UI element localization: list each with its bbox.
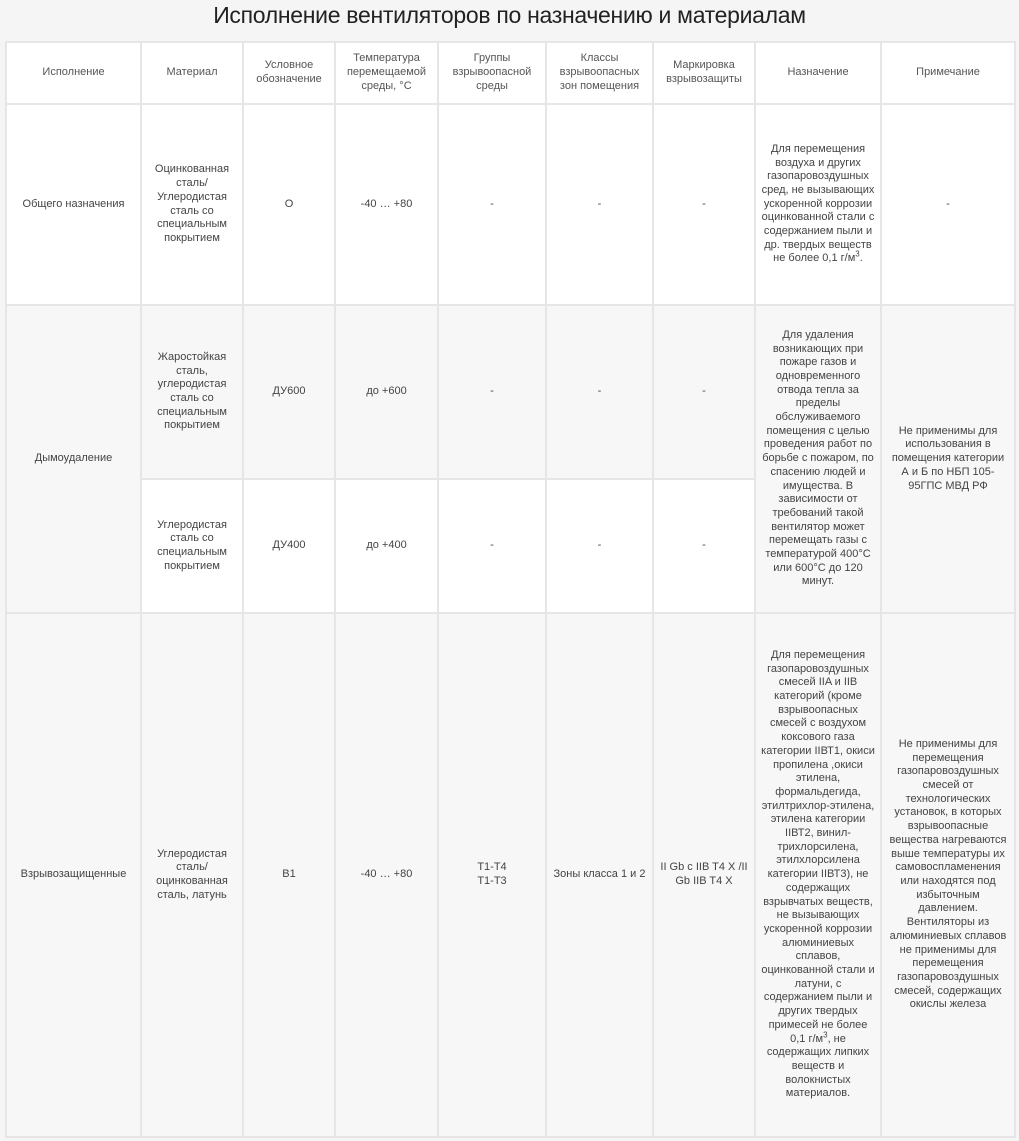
header-marking: Маркировка взрывозащиты (653, 42, 755, 104)
header-designation: Условное обозначение (243, 42, 335, 104)
cell-material: Углеродистая сталь со специальным покрытием (141, 479, 243, 613)
header-temperature: Температура перемещаемой среды, °С (335, 42, 438, 104)
group-value: Т1-Т4 (477, 861, 507, 874)
cell-marking: - (653, 479, 755, 613)
cell-note: Не применимы для использования в помещения категории А и Б по НБП 105-95ГПС МВД РФ (881, 305, 1015, 613)
cell-designation: ДУ600 (243, 305, 335, 479)
cell-purpose (755, 613, 881, 1137)
cell-purpose (755, 104, 881, 305)
cell-purpose: Для удаления возникающих при пожаре газов и одновременного отвода тепла за пределы обслуживаемого помещения с целью проведения работ по борьбе с пожаром, по спасению людей и имущества. В зависимости от требований такой вентилятор может перемещать газы с температурой 400°С или 600°С до 120 минут. (755, 305, 881, 613)
cell-temperature: -40 … +80 (335, 104, 438, 305)
cell-temperature: до +600 (335, 305, 438, 479)
table-row (6, 305, 1015, 479)
header-material: Материал (141, 42, 243, 104)
cell-designation: ДУ400 (243, 479, 335, 613)
header-purpose: Назначение (755, 42, 881, 104)
cell-marking: II Gb c IIB T4 X /II Gb IIB T4 X (653, 613, 755, 1137)
table-row (6, 613, 1015, 1137)
cell-classes: Зоны класса 1 и 2 (546, 613, 653, 1137)
cell-execution: Взрывозащищенные (6, 613, 141, 1137)
cell-execution: Дымоудаление (6, 305, 141, 613)
cell-groups: - (438, 479, 546, 613)
cell-designation: О (243, 104, 335, 305)
cell-classes: - (546, 104, 653, 305)
purpose-text-end: , не содержащих липких веществ и волокнистых материалов. (766, 1032, 870, 1100)
cell-classes: - (546, 479, 653, 613)
header-note: Примечание (881, 42, 1015, 104)
header-groups: Группы взрывоопасной среды (438, 42, 546, 104)
cell-note: Не применимы для перемещения газопаровоздушных смесей от технологических установок, в которых взрывоопасные вещества нагреваются выше температуры их самовоспламенения или находятся под избыточным давлением. Вентиляторы из алюминиевых сплавов не применимы для перемещения газопаровоздушных смесей, содержащих окислы железа (881, 613, 1015, 1137)
cell-marking: - (653, 104, 755, 305)
cell-classes: - (546, 305, 653, 479)
purpose-text-end: . (859, 252, 863, 265)
cell-material: Жаростойкая сталь, углеродистая сталь со специальным покрытием (141, 305, 243, 479)
cell-execution: Общего назначения (6, 104, 141, 305)
group-value: Т1-Т3 (477, 875, 507, 887)
cell-material: Оцинкованная сталь/ Углеродистая сталь со специальным покрытием (141, 104, 243, 305)
cell-groups (438, 613, 546, 1137)
fan-execution-table (5, 41, 1016, 1138)
header-classes: Классы взрывоопасных зон помещения (546, 42, 653, 104)
cell-temperature: до +400 (335, 479, 438, 613)
purpose-text: Для перемещения воздуха и других газопаровоздушных сред, не вызывающих ускоренной коррозии оцинкованной стали с содержанием пыли и др. твердых веществ не более 0,1 г/м (761, 142, 875, 265)
cell-groups: - (438, 104, 546, 305)
header-execution: Исполнение (6, 42, 141, 104)
cell-material: Углеродистая сталь/ оцинкованная сталь, латунь (141, 613, 243, 1137)
cell-temperature: -40 … +80 (335, 613, 438, 1137)
superscript: 3 (823, 1029, 828, 1039)
cell-groups: - (438, 305, 546, 479)
page-title: Исполнение вентиляторов по назначению и материалам (213, 2, 806, 28)
cell-marking: - (653, 305, 755, 479)
header-row (6, 42, 1015, 104)
superscript: 3 (855, 249, 860, 259)
purpose-text: Для перемещения газопаровоздушных смесей IIA и IIB категорий (кроме взрывоопасных смесей с воздухом коксового газа категории IIВТ1, окиси пропилена ,окиси этилена, формальдегида, этилтрихлор-этилена, этилена категории IIВТ2, винил-трихлорсилена, этилхлорсилена категории IIВТ3), не содержащих взрывчатых веществ, не вызывающих ускоренной коррозии алюминиевых сплавов, оцинкованной стали и латуни, с содержанием пыли и других твердых примесей не более 0,1 г/м (761, 648, 875, 1045)
cell-note: - (881, 104, 1015, 305)
cell-designation: В1 (243, 613, 335, 1137)
table-row (6, 104, 1015, 305)
